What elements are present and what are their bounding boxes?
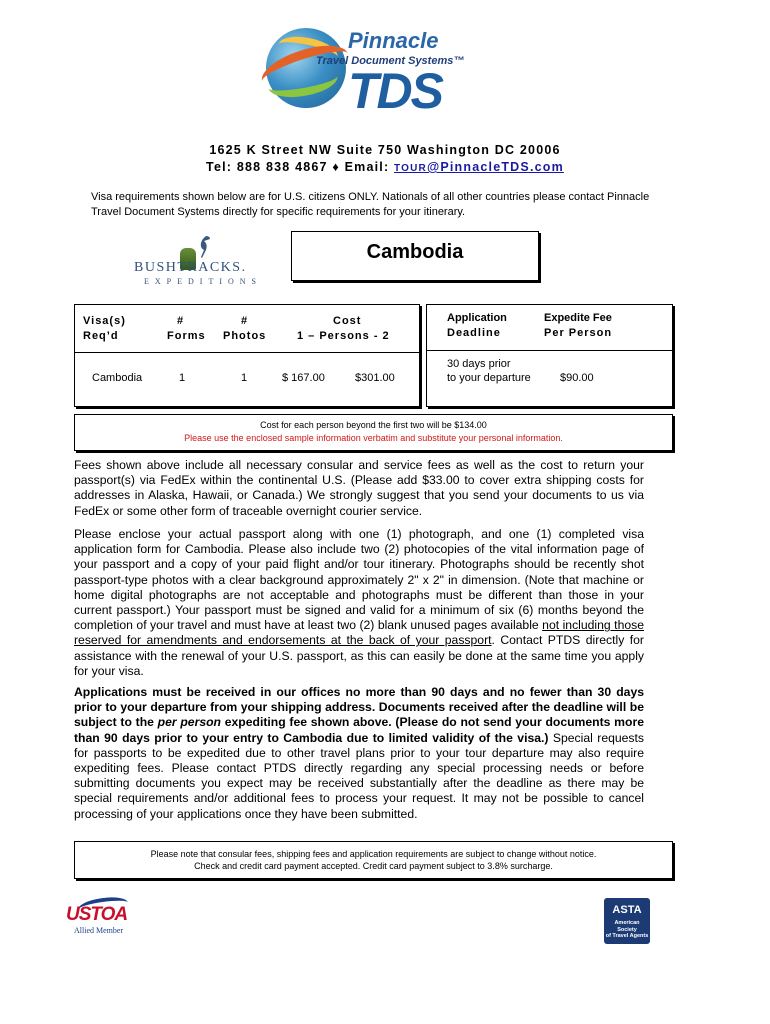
row-forms: 1 (179, 372, 186, 384)
header-forms-1: # (177, 315, 185, 327)
destination-box (291, 231, 539, 281)
pinnacle-tds-logo (262, 20, 465, 119)
ustoa-logo: USTOA Allied Member (66, 900, 132, 940)
passport-paragraph: Please enclose your actual passport along with one (1) photograph, and one (1) completed visa application form for Cambodia. Please also include two (2) photocopies of the vital information page of your passport and a copy of your paid flight and/or tour itinerary. Photographs should be recently shot passport-type photos with a clear background approximately 2" x 2" in dimension. (Note that machine or home digital photographs are not acceptable and photographs must be different than those in your current passport.) Your passport must be signed and valid for a minimum of six (6) months beyond the completion of your travel and must have at least two (2) blank unused pages available not including those reserved for amendments and endorsements at the back of your passport. Contact PTDS directly for assistance with the renewal of your U.S. passport, as this can easily be done at the same time you apply for your visa. (74, 527, 644, 678)
intro-text: Visa requirements shown below are for U.S. citizens ONLY. Nationals of all other countries please contact Pinnacle Travel Document Systems directly for specific requirements for your itinerary. (91, 191, 650, 218)
header-expedite-2: Per Person (544, 327, 613, 339)
footer-note-box (74, 841, 673, 879)
header-forms-2: Forms (167, 330, 206, 342)
header-visa-2: Req’d (83, 330, 119, 342)
row-expedite: $90.00 (560, 372, 594, 384)
extra-person-cost: Cost for each person beyond the first two will be $134.00 (260, 420, 487, 430)
deadline-fee-table (426, 304, 673, 407)
phone-label: Tel: 888 838 4867 ♦ Email: (206, 160, 394, 174)
email-link[interactable]: TOUR@PinnacleTDS.com (394, 160, 564, 174)
header-photos-1: # (241, 315, 249, 327)
row-cost-1: $ 167.00 (282, 372, 325, 384)
contact-line (0, 160, 770, 174)
table-divider (427, 350, 672, 351)
table-divider (75, 352, 419, 353)
blank-pages-note: not including those reserved for amendments and endorsements at the back of your passport (74, 618, 644, 648)
logo-brand: TDS (348, 63, 442, 119)
partner-name: BUSHTRACKS. (134, 260, 247, 275)
address-line: 1625 K Street NW Suite 750 Washington DC 20006 (209, 143, 561, 157)
heron-icon (192, 234, 212, 260)
row-visa: Cambodia (92, 372, 143, 384)
row-deadline-1: 30 days prior (447, 358, 511, 370)
destination-title: Cambodia (366, 241, 464, 263)
payment-notice: Check and credit card payment accepted. Credit card payment subject to 3.8% surcharge. (194, 861, 553, 871)
header-cost-2: 1 – Persons - 2 (297, 330, 390, 342)
row-cost-2: $301.00 (355, 372, 395, 384)
fees-change-notice: Please note that consular fees, shipping fees and application requirements are subject to change without notice. (150, 849, 597, 859)
asta-logo: ASTA American Society of Travel Agents (604, 898, 650, 944)
header-visa-1: Visa(s) (83, 315, 126, 327)
header-deadline-2: Deadline (447, 327, 501, 339)
header-cost-1: Cost (333, 315, 362, 327)
logo-title: Pinnacle (348, 28, 439, 53)
applications-paragraph: Applications must be received in our offices no more than 90 days and no fewer than 30 days prior to your departure from your shipping address. Documents received after the deadline will be subject to the per person expediting fee shown above. (Please do not send your documents more than 90 days prior to your entry to Cambodia due to limited validity of the visa.) Special requests for passports to be expedited due to other travel plans prior to your tour departure may also require expediting fees. Please contact PTDS directly regarding any special processing needs or before submitting documents you expect may be received substantially after the deadline as there may be special requirements and/or additional fees to process your request. It may not be possible to cancel processing of your applications once they have been submitted. (74, 685, 645, 821)
cost-note-box (74, 414, 673, 451)
sample-info-notice: Please use the enclosed sample information verbatim and substitute your personal information. (184, 433, 563, 443)
header-expedite-1: Expedite Fee (544, 312, 612, 324)
partner-sub: EXPEDITIONS (144, 277, 262, 286)
fees-paragraph: Fees shown above include all necessary consular and service fees as well as the cost to return your passport(s) via FedEx within the continental U.S. (Please add $33.00 to cover extra shipping costs for addresses in Alaska, Hawaii, or Canada.) We strongly suggest that you send your documents to us via FedEx or some other form of traceable overnight courier service. (74, 458, 644, 518)
row-photos: 1 (241, 372, 248, 384)
header-deadline-1: Application (447, 312, 507, 324)
header-photos-2: Photos (223, 330, 267, 342)
logo-subtitle: Travel Document Systems™ (316, 55, 465, 67)
visa-requirements-table (74, 304, 420, 407)
row-deadline-2: to your departure (447, 372, 531, 384)
bushtracks-logo (134, 232, 262, 292)
